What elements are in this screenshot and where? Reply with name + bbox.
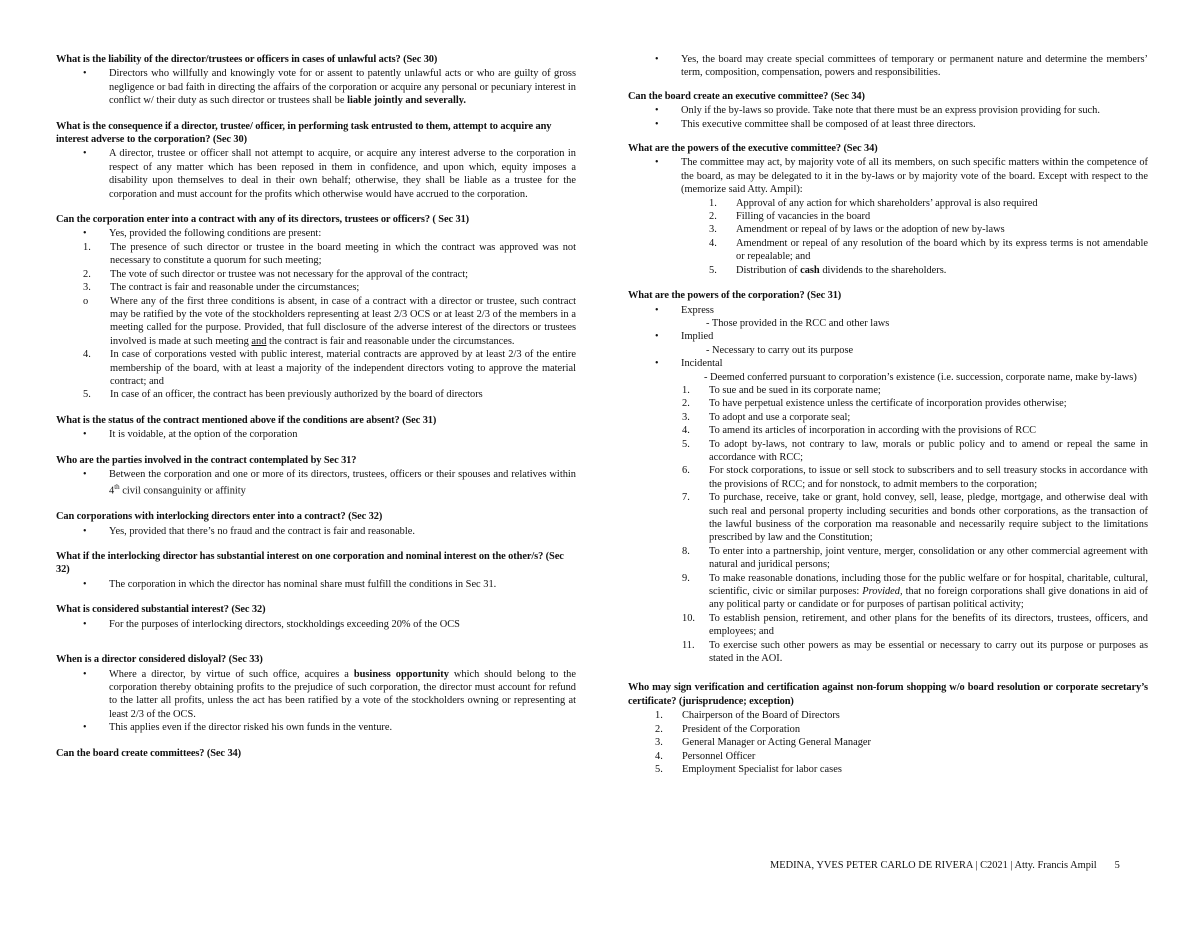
item-text: Amendment or repeal of any resolution of the board which by its express terms is not amendable or repealable; and bbox=[736, 237, 1148, 263]
bullet-item bbox=[681, 304, 1148, 317]
bullet-list bbox=[56, 525, 576, 538]
item-text: Personnel Officer bbox=[682, 750, 756, 762]
item-number: 6. bbox=[682, 465, 690, 477]
bullet-item bbox=[109, 468, 576, 498]
item-number: 1. bbox=[83, 241, 91, 253]
bullet-list bbox=[628, 104, 1148, 131]
item-text: that no foreign corporations shall give donations in aid of any political party or candidate or for purposes of partisan political activity; bbox=[709, 586, 1148, 611]
bullet-label: • Implied bbox=[681, 331, 714, 343]
item-text: In case of corporations vested with public interest, material contracts are approved by at least 2/3 of the entire membership of the board, with at least a majority of the independent directors voting to approve the material contract; and bbox=[110, 349, 576, 387]
item-number: 1. bbox=[655, 710, 663, 722]
item-number: 5. bbox=[655, 763, 663, 775]
section-non-forum-shopping bbox=[628, 681, 1148, 776]
bullet-label: • Express bbox=[681, 304, 714, 316]
item-number: 4. bbox=[83, 349, 91, 361]
item-text: To enter into a partnership, joint venture, merger, consolidation or any other commercial agreement with natural and juridical persons; bbox=[709, 545, 1148, 571]
sub-note-text: - Those provided in the RCC and other laws bbox=[706, 317, 890, 329]
sub-note-text: - Deemed conferred pursuant to corporation’s existence (i.e. succession, corporate name, make by-laws) bbox=[704, 371, 1137, 383]
item-text: To exercise such other powers as may be essential or necessary to carry out its purpose or purposes as stated in the AOI. bbox=[709, 639, 1148, 665]
bullet-list bbox=[56, 578, 576, 591]
list-item bbox=[682, 612, 1148, 639]
bullet-list bbox=[628, 304, 1148, 317]
item-text: To amend its articles of incorporation in according with the provisions of RCC bbox=[709, 425, 1037, 437]
item-number: 10. bbox=[682, 612, 695, 624]
page-footer bbox=[770, 860, 1120, 871]
item-text: To establish pension, retirement, and other plans for the benefits of its directors, trustees, officers, and employees; and bbox=[709, 612, 1148, 638]
item-text: Approval of any action for which shareholders’ approval is also required bbox=[736, 197, 1038, 209]
item-text: Chairperson of the Board of Directors bbox=[682, 710, 840, 722]
bullet-item bbox=[109, 668, 576, 722]
item-text: General Manager or Acting General Manager bbox=[682, 737, 871, 749]
section-disloyal-director bbox=[56, 653, 576, 734]
bullet-item bbox=[681, 330, 1148, 343]
list-item bbox=[709, 237, 1148, 264]
question-heading: Can the corporation enter into a contract with any of its directors, trustees or officers? ( Sec 31) bbox=[56, 214, 470, 226]
item-number: 2. bbox=[709, 211, 717, 223]
sub-note bbox=[628, 344, 1148, 357]
question-heading: What are the powers of the corporation? (Sec 31) bbox=[628, 290, 842, 302]
item-text: To adopt by-laws, not contrary to law, morals or public policy and to amend or repeal the same in accordance with RCC; bbox=[709, 438, 1148, 463]
bullet-item: • For the purposes of interlocking directors, stockholdings exceeding 20% of the OCS bbox=[109, 618, 576, 631]
list-item bbox=[682, 464, 1148, 491]
item-number: 3. bbox=[655, 737, 663, 749]
item-text: The contract is fair and reasonable under the circumstances; bbox=[110, 282, 360, 294]
bullet-list bbox=[56, 428, 576, 441]
list-item bbox=[682, 397, 1148, 410]
item-text: Distribution of bbox=[736, 264, 801, 276]
question-heading: Who may sign verification and certification against non-forum shopping w/o board resolution or corporate secretary’s certificate? (jurisprudence; exception) bbox=[628, 682, 1148, 707]
list-item bbox=[83, 281, 576, 294]
section-contract-with-directors bbox=[56, 213, 576, 402]
item-text: To make reasonable donations, including those for the public welfare or for hospital, charitable, cultural, scientific, civic or similar purposes: bbox=[709, 572, 1148, 598]
list-item bbox=[83, 348, 576, 388]
list-item bbox=[83, 295, 576, 349]
bullet-item: • It is voidable, at the option of the corporation bbox=[109, 428, 576, 441]
question-heading: What if the interlocking director has substantial interest on one corporation and nominal interest on the other/s? (Sec 32) bbox=[56, 551, 564, 576]
bullet-item: • A director, trustee or officer shall not attempt to acquire, or acquire any interest adverse to the corporation in respect of any matter which has been reposed in them in confidence, and upon which, equity imposes a disability upon themselves to deal in their own behalf; otherwise, they shall be liable as a trustee for the corporation and must account for the profits which otherwise would have accrued to the corporation. bbox=[109, 147, 576, 201]
list-item bbox=[83, 241, 576, 268]
list-item bbox=[655, 709, 1148, 722]
item-text: To have perpetual existence unless the certificate of incorporation provides otherwise; bbox=[709, 398, 1067, 410]
item-italic-text: Provided, bbox=[862, 586, 903, 598]
answer-text: civil consanguinity or affinity bbox=[119, 485, 246, 497]
answer-text: which should belong to the corporation thereby obtaining profits to the prejudice of such corporation, the director must account for refund to the latter all profits, unless the act has been ratified by a vote of the stockholders owning or representing at least 2/3 of the OCS. bbox=[109, 668, 576, 720]
item-text: the contract is fair and reasonable under the circumstances. bbox=[266, 335, 515, 347]
bullet-item: • This executive committee shall be composed of at least three directors. bbox=[681, 118, 1148, 131]
list-item bbox=[655, 750, 1148, 763]
bullet-item: • Yes, provided the following conditions are present: bbox=[109, 227, 576, 240]
item-text: In case of an officer, the contract has been previously authorized by the board of directors bbox=[110, 389, 483, 401]
question-heading: When is a director considered disloyal? (Sec 33) bbox=[56, 654, 263, 666]
bullet-list bbox=[56, 147, 576, 201]
answer-text: Where a director, by virtue of such office, acquires a bbox=[109, 668, 354, 680]
item-number: 1. bbox=[682, 384, 690, 396]
section-parties-involved bbox=[56, 454, 576, 499]
item-text: To adopt and use a corporate seal; bbox=[709, 411, 851, 423]
question-heading: What is the liability of the director/trustees or officers in cases of unlawful acts? (Sec 30) bbox=[56, 54, 438, 65]
answer-text: Directors who willfully and knowingly vote for or assent to patently unlawful acts or who are guilty of gross negligence or bad faith in directing the affairs of the corporation or acquire any personal or pecuniary interest in conflict w/ their duty as such director or trustees shall be bbox=[109, 68, 576, 107]
item-text: The vote of such director or trustee was not necessary for the approval of the contract; bbox=[110, 268, 469, 280]
item-number: 11. bbox=[682, 639, 695, 651]
bullet-item: • The corporation in which the director has nominal share must fulfill the conditions in Sec 31. bbox=[109, 578, 576, 591]
list-item bbox=[682, 639, 1148, 666]
section-interlocking-directors bbox=[56, 510, 576, 538]
bullet-item: • Only if the by-laws so provide. Take note that there must be an express provision providing for such. bbox=[681, 104, 1148, 117]
question-heading: Can corporations with interlocking directors enter into a contract? (Sec 32) bbox=[56, 511, 383, 523]
question-heading: Can the board create an executive committee? (Sec 34) bbox=[628, 90, 865, 102]
item-text: To purchase, receive, take or grant, hold convey, sell, lease, pledge, mortgage, and otherwise deal with such real and personal property including securities and bonds other corporations, as the transaction of the lawful business of the corporation ma reasonable and necessarily require subject to the limitations prescribed by law and the Constitution; bbox=[709, 492, 1148, 544]
bullet-item bbox=[681, 357, 1148, 370]
item-number: 3. bbox=[682, 411, 690, 423]
item-number: 8. bbox=[682, 545, 690, 557]
list-item bbox=[655, 723, 1148, 736]
item-text: Filling of vacancies in the board bbox=[736, 211, 871, 223]
list-item bbox=[682, 411, 1148, 424]
sub-note bbox=[628, 317, 1148, 330]
section-substantial-nominal bbox=[56, 550, 576, 591]
left-column bbox=[56, 53, 576, 772]
item-number: 2. bbox=[682, 398, 690, 410]
question-heading: What is the status of the contract mentioned above if the conditions are absent? (Sec 31) bbox=[56, 414, 437, 426]
footer-text: MEDINA, YVES PETER CARLO DE RIVERA | C2021 | Atty. Francis Ampil bbox=[770, 860, 1097, 871]
section-committees-continued bbox=[628, 53, 1148, 80]
item-text: To sue and be sued in its corporate name; bbox=[709, 384, 881, 396]
section-corporate-powers bbox=[628, 289, 1148, 665]
list-item bbox=[83, 388, 576, 401]
question-heading: What is considered substantial interest? (Sec 32) bbox=[56, 604, 266, 616]
item-number: 5. bbox=[709, 264, 717, 276]
bullet-label: • Incidental bbox=[681, 358, 723, 370]
item-number: 3. bbox=[83, 282, 91, 294]
section-committees bbox=[56, 747, 576, 760]
item-text: Amendment or repeal of by laws or the adoption of new by-laws bbox=[736, 224, 1005, 236]
item-number: 2. bbox=[655, 723, 663, 735]
list-item bbox=[682, 572, 1148, 612]
bullet-item: • Yes, the board may create special committees of temporary or permanent nature and determine the members’ term, composition, compensation, powers and responsibilities. bbox=[681, 53, 1148, 80]
item-text: Employment Specialist for labor cases bbox=[682, 763, 842, 775]
bullet-list bbox=[56, 227, 576, 240]
answer-bold-text: liable jointly and severally. bbox=[347, 95, 466, 107]
bullet-item: • This applies even if the director risked his own funds in the venture. bbox=[109, 721, 576, 734]
item-number: 2. bbox=[83, 268, 91, 280]
answer-text: Between the corporation and one or more of its directors, trustees, officers or their spouses and relatives within 4 bbox=[109, 468, 576, 497]
section-executive-powers bbox=[628, 142, 1148, 277]
numbered-list bbox=[628, 384, 1148, 666]
numbered-list bbox=[56, 241, 576, 402]
item-number: 4. bbox=[682, 425, 690, 437]
section-substantial-interest bbox=[56, 603, 576, 631]
bullet-list bbox=[56, 67, 576, 107]
item-marker: o bbox=[83, 295, 89, 307]
superscript: th bbox=[114, 483, 120, 492]
bullet-list bbox=[56, 468, 576, 498]
list-item bbox=[709, 197, 1148, 210]
bullet-list bbox=[628, 53, 1148, 80]
list-item bbox=[655, 763, 1148, 776]
list-item bbox=[682, 438, 1148, 465]
underlined-text: and bbox=[251, 335, 267, 347]
list-item bbox=[682, 545, 1148, 572]
question-heading: Can the board create committees? (Sec 34) bbox=[56, 747, 241, 759]
section-adverse-interest bbox=[56, 120, 576, 201]
bullet-list bbox=[628, 330, 1148, 343]
list-item bbox=[655, 736, 1148, 749]
section-contract-status bbox=[56, 414, 576, 442]
list-item bbox=[83, 268, 576, 281]
question-heading: What is the consequence if a director, trustee/ officer, in performing task entrusted to them, attempt to acquire any interest adverse to the corporation? (Sec 30) bbox=[56, 120, 552, 146]
list-item bbox=[709, 223, 1148, 236]
bullet-item bbox=[109, 67, 576, 107]
section-liability bbox=[56, 53, 576, 108]
item-number: 5. bbox=[682, 438, 690, 450]
bullet-list bbox=[56, 668, 576, 735]
item-text: The presence of such director or trustee in the board meeting in which the contract was approved was not necessary to constitute a quorum for such meeting; bbox=[110, 241, 576, 267]
list-item bbox=[682, 384, 1148, 397]
item-bold-text: cash bbox=[800, 264, 820, 276]
page-number: 5 bbox=[1114, 860, 1120, 871]
bullet-list bbox=[56, 618, 576, 631]
bullet-item: • The committee may act, by majority vote of all its members, on such specific matters within the competence of the board, as may be delegated to it in the by-laws or by majority vote of the board. Except with respect to the (memorize said Atty. Ampil): bbox=[681, 156, 1148, 196]
item-number: 3. bbox=[709, 224, 717, 236]
item-text: dividends to the shareholders. bbox=[819, 264, 947, 276]
list-item bbox=[682, 491, 1148, 545]
item-number: 1. bbox=[709, 197, 717, 209]
sub-note-text: - Necessary to carry out its purpose bbox=[706, 344, 854, 356]
item-number: 9. bbox=[682, 572, 690, 584]
item-number: 7. bbox=[682, 492, 690, 504]
question-heading: Who are the parties involved in the contract contemplated by Sec 31? bbox=[56, 454, 357, 466]
answer-bold-text: business opportunity bbox=[353, 668, 449, 680]
question-heading: What are the powers of the executive committee? (Sec 34) bbox=[628, 143, 878, 155]
item-number: 5. bbox=[83, 389, 91, 401]
item-number: 4. bbox=[655, 750, 663, 762]
right-column bbox=[628, 53, 1148, 788]
numbered-list bbox=[628, 709, 1148, 776]
item-text: President of the Corporation bbox=[682, 723, 801, 735]
sub-note bbox=[628, 371, 1148, 384]
item-text: For stock corporations, to issue or sell stock to subscribers and to sell treasury stocks in accordance with the provisions of RCC; and for nonstock, to admit members to the corporation; bbox=[709, 465, 1148, 490]
bullet-list bbox=[628, 357, 1148, 370]
bullet-list bbox=[628, 156, 1148, 196]
list-item bbox=[709, 264, 1148, 277]
list-item bbox=[682, 424, 1148, 437]
numbered-list bbox=[628, 197, 1148, 277]
section-executive-committee bbox=[628, 90, 1148, 131]
list-item bbox=[709, 210, 1148, 223]
item-number: 4. bbox=[709, 237, 717, 249]
item-text: Where any of the first three conditions is absent, in case of a contract with a director or trustee, such contract may be ratified by the vote of the stockholders representing at least 2/3 OCS or at least 2/3 of the members in a meeting called for the purpose. Provided, that full disclosure of the adverse interest of the directors or trustees involved is made at such meeting bbox=[110, 295, 576, 347]
bullet-item: • Yes, provided that there’s no fraud and the contract is fair and reasonable. bbox=[109, 525, 576, 538]
